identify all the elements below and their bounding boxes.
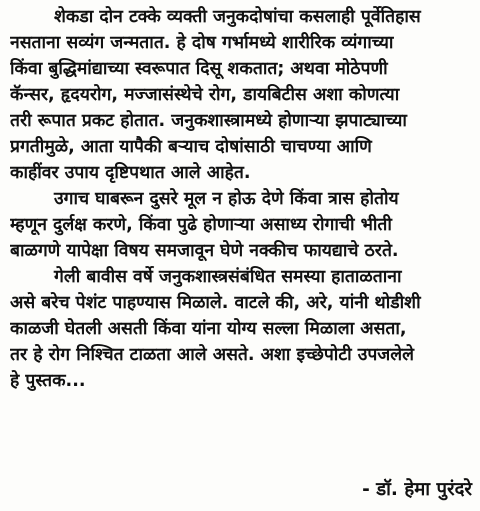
text-line: शेकडा दोन टक्के व्यक्ती जनुकदोषांचा कसलाही पूर्वेतिहास: [54, 7, 421, 27]
text-line: उगाच घाबरून दुसरे मूल न होऊ देणे किंवा त्रास होतोय: [54, 189, 399, 209]
text-line: नसताना सव्यंग जन्मतात. हे दोष गर्भामध्ये शारीरिक व्यंगाच्या: [10, 33, 394, 53]
text-line: तर हे रोग निश्चित टाळता आले असते. अशा इच्छेपोटी उपजलेले: [10, 345, 415, 365]
text-line: हे पुस्तक...: [10, 371, 86, 391]
author-signature: - डॉ. हेमा पुरंदरे: [362, 479, 472, 500]
text-line: गेली बावीस वर्षे जनुकशास्त्रसंबंधित समस्या हाताळताना: [54, 267, 402, 287]
text-line: कॅन्सर, हृदयरोग, मज्जासंस्थेचे रोग, डायबिटीस अशा कोणत्या: [10, 85, 400, 105]
paragraph-2: [10, 186, 474, 264]
text-line: काळजी घेतली असती किंवा यांना योग्य सल्ला मिळाला असता,: [10, 319, 407, 339]
paragraph-1: [10, 4, 474, 186]
text-line: प्रगतीमुळे, आता यापैकी बऱ्याच दोषांसाठी चाचण्या आणि: [10, 137, 372, 157]
text-line: काहींवर उपाय दृष्टिपथात आले आहेत.: [10, 163, 251, 183]
text-line: बाळगणे यापेक्षा विषय समजावून घेणे नक्कीच फायद्याचे ठरते.: [10, 241, 399, 261]
text-line: म्हणून दुर्लक्ष करणे, किंवा पुढे होणाऱ्या असाध्य रोगाची भीती: [10, 215, 392, 235]
text-line: असे बरेच पेशंट पाहण्यास मिळाले. वाटले की, अरे, यांनी थोडीशी: [10, 293, 421, 313]
text-line: किंवा बुद्धिमांद्याच्या स्वरूपात दिसू शकतात; अथवा मोठेपणी: [10, 59, 388, 79]
text-line: तरी रूपात प्रकट होतात. जनुकशास्त्रामध्ये होणाऱ्या झपाट्याच्या: [10, 111, 407, 131]
paragraph-3: [10, 264, 474, 394]
